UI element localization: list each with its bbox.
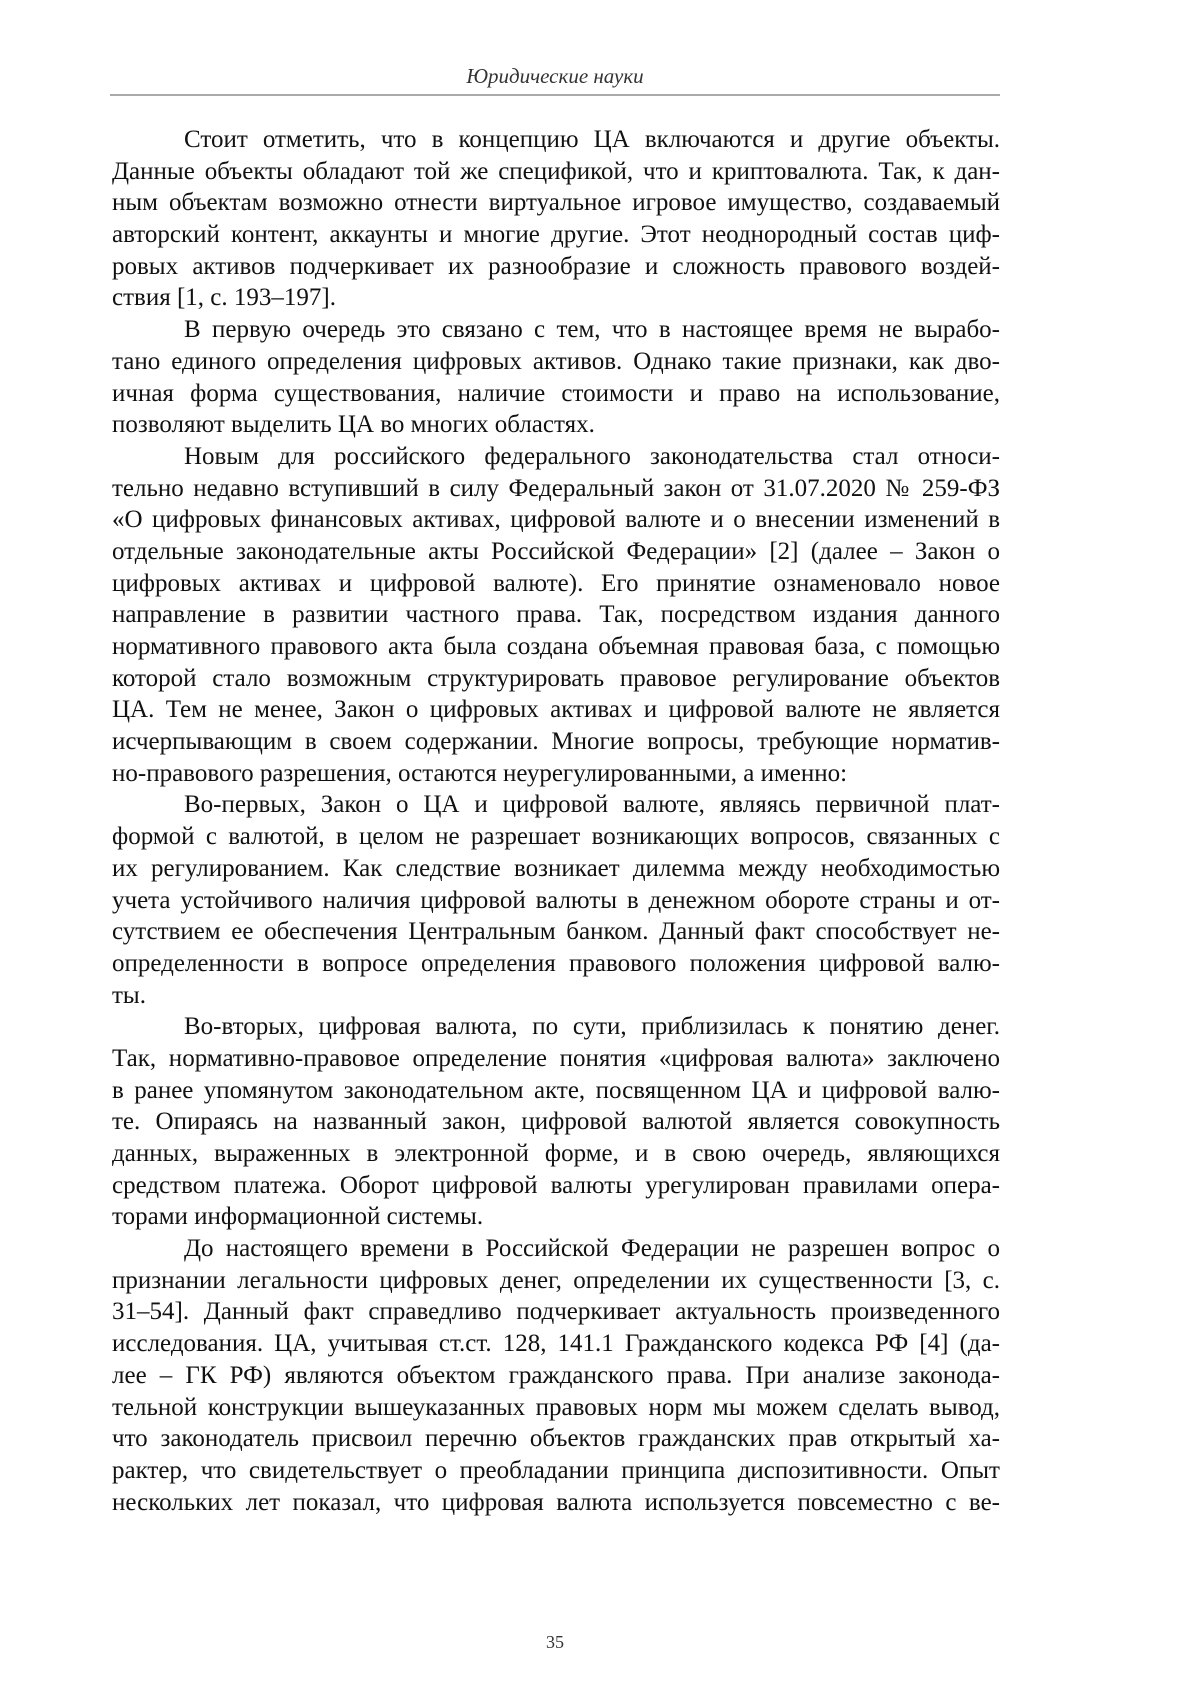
- header-rule: [110, 94, 1000, 96]
- text-line: позволяют выделить ЦА во многих областях.: [112, 411, 595, 439]
- text-line: данных, выраженных в электронной форме, и в свою очередь, являющихся: [112, 1140, 1000, 1167]
- text-line: тано единого определения цифровых активов. Однако такие признаки, как дво-: [112, 347, 1000, 375]
- text-line: Так, нормативно-правовое определение понятия «цифровая валюта» заключено: [112, 1044, 1000, 1072]
- paragraph: [112, 1011, 1000, 1233]
- text-line: авторский контент, аккаунты и многие другие. Этот неоднородный состав циф-: [112, 221, 1000, 249]
- text-line: учета устойчивого наличия цифровой валюты в денежном обороте страны и от-: [112, 886, 1000, 914]
- text-line: ным объектам возможно отнести виртуальное игровое имущество, создаваемый: [112, 189, 1000, 217]
- text-line: формой с валютой, в целом не разрешает возникающих вопросов, связанных с: [112, 823, 1000, 851]
- paragraph: [112, 441, 1000, 790]
- text-line: в ранее упомянутом законодательном акте, посвященном ЦА и цифровой валю-: [112, 1076, 1000, 1104]
- text-line: направление в развитии частного права. Так, посредством издания данного: [112, 601, 1000, 629]
- text-line: ствия [1, с. 193–197].: [112, 284, 336, 312]
- text-line: До настоящего времени в Российской Федерации не разрешен вопрос о: [184, 1235, 1000, 1263]
- paragraph: [112, 789, 1000, 1011]
- text-line: исчерпывающим в своем содержании. Многие вопросы, требующие норматив-: [112, 728, 1000, 756]
- text-line: определенности в вопросе определения правового положения цифровой валю-: [112, 949, 1000, 977]
- page-number: 35: [546, 1632, 564, 1652]
- text-line: но-правового разрешения, остаются неурегулированными, а именно:: [112, 759, 848, 787]
- text-line: признании легальности цифровых денег, определении их существенности [3, с.: [112, 1266, 1000, 1294]
- text-line: сутствием ее обеспечения Центральным банком. Данный факт способствует не-: [112, 918, 1000, 946]
- paragraph: [112, 1233, 1000, 1518]
- text-line: ровых активов подчеркивает их разнообразие и сложность правового воздей-: [112, 252, 1000, 280]
- text-line: нескольких лет показал, что цифровая валюта используется повсеместно с ве-: [112, 1488, 1000, 1516]
- text-line: «О цифровых финансовых активах, цифровой валюте и о внесении изменений в: [112, 506, 1000, 534]
- text-line: отдельные законодательные акты Российской Федерации» [2] (далее – Закон о: [112, 537, 1000, 565]
- text-line: ичная форма существования, наличие стоимости и право на использование,: [112, 379, 1000, 407]
- text-line: цифровых активах и цифровой валюте). Его принятие ознаменовало новое: [112, 569, 1000, 597]
- text-line: нормативного правового акта была создана объемная правовая база, с помощью: [112, 633, 1000, 660]
- text-line: их регулированием. Как следствие возникает дилемма между необходимостью: [112, 854, 1000, 882]
- text-line: тельной конструкции вышеуказанных правовых норм мы можем сделать вывод,: [112, 1393, 1000, 1421]
- article-body: [112, 124, 1000, 1518]
- text-line: лее – ГК РФ) являются объектом гражданского права. При анализе законода-: [112, 1361, 1000, 1389]
- text-line: Стоит отметить, что в концепцию ЦА включаются и другие объекты.: [184, 126, 1000, 153]
- paragraph: [112, 124, 1000, 314]
- text-line: рактер, что свидетельствует о преобладании принципа диспозитивности. Опыт: [112, 1456, 1000, 1484]
- text-line: что законодатель присвоил перечню объектов гражданских прав открытый ха-: [112, 1425, 1000, 1453]
- text-line: торами информационной системы.: [112, 1203, 484, 1231]
- text-line: Новым для российского федерального законодательства стал относи-: [184, 442, 1000, 470]
- text-line: Данные объекты обладают той же спецификой, что и криптовалюта. Так, к дан-: [112, 157, 1000, 185]
- running-header: Юридические науки: [466, 64, 644, 88]
- text-line: Во-вторых, цифровая валюта, по сути, приблизилась к понятию денег.: [184, 1013, 1000, 1041]
- text-line: исследования. ЦА, учитывая ст.ст. 128, 141.1 Гражданского кодекса РФ [4] (да-: [112, 1330, 1000, 1358]
- text-line: те. Опираясь на названный закон, цифровой валютой является совокупность: [112, 1108, 1000, 1136]
- text-line: 31–54]. Данный факт справедливо подчеркивает актуальность произведенного: [112, 1298, 1000, 1326]
- text-line: которой стало возможным структурировать правовое регулирование объектов: [112, 664, 1000, 692]
- text-line: ЦА. Тем не менее, Закон о цифровых активах и цифровой валюте не является: [112, 696, 1000, 724]
- text-line: В первую очередь это связано с тем, что в настоящее время не вырабо-: [184, 316, 1000, 344]
- text-line: средством платежа. Оборот цифровой валюты урегулирован правилами опера-: [112, 1171, 1000, 1199]
- text-line: Во-первых, Закон о ЦА и цифровой валюте, являясь первичной плат-: [184, 791, 1000, 819]
- text-line: ты.: [112, 981, 146, 1009]
- text-line: тельно недавно вступивший в силу Федеральный закон от 31.07.2020 № 259-ФЗ: [112, 474, 1000, 502]
- paragraph: [112, 314, 1000, 441]
